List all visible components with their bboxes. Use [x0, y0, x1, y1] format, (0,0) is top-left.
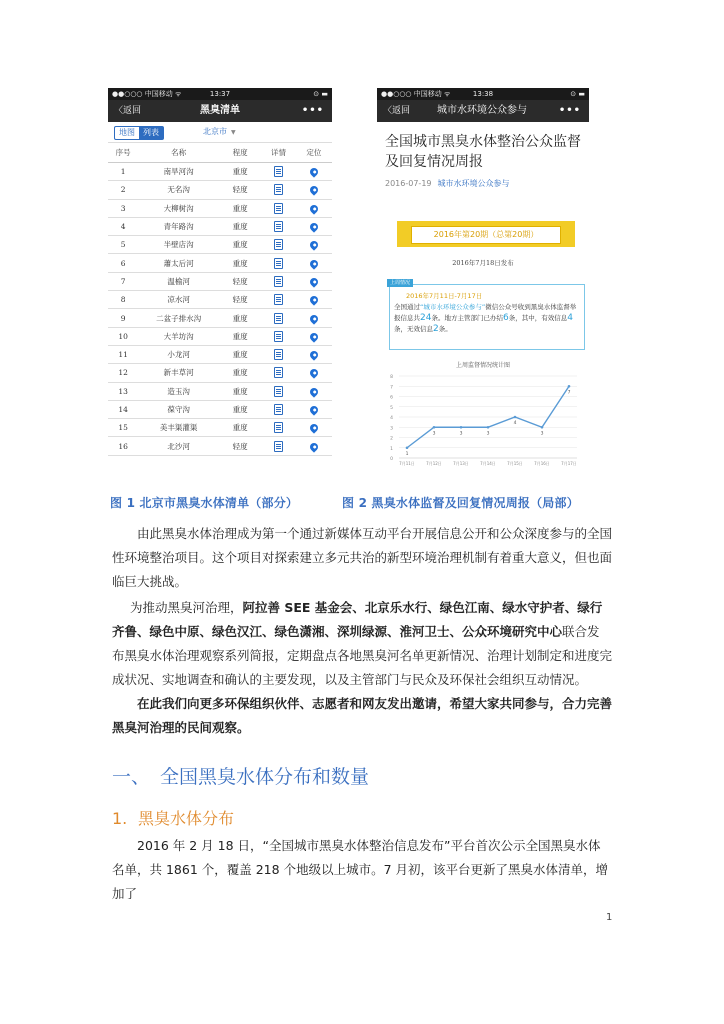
table-header	[108, 143, 332, 163]
table-row	[108, 400, 332, 418]
cell-name: 小龙河	[138, 345, 219, 363]
cell-level: 轻度	[219, 291, 261, 309]
locate-cell[interactable]	[296, 291, 332, 309]
map-pin-icon[interactable]	[308, 166, 319, 177]
document-icon[interactable]	[274, 422, 283, 433]
details-cell[interactable]	[261, 163, 295, 181]
data-label: 7	[567, 390, 571, 396]
details-cell[interactable]	[261, 437, 295, 455]
cell-name: 温榆河	[138, 272, 219, 290]
locate-cell[interactable]	[296, 309, 332, 327]
paragraph-distribution: 2016 年 2 月 18 日，“全国城市黑臭水体整治信息发布”平台首次公示全国黑臭水体名单，共 1861 个，覆盖 218 个地级以上城市。7 月初，该平台更新了黑臭水体清单，增加了	[112, 838, 608, 901]
table-row	[108, 181, 332, 199]
issue-label: 2016年第20期（总第20期）	[411, 226, 561, 244]
map-pin-icon[interactable]	[308, 240, 319, 251]
cell-no: 13	[108, 382, 138, 400]
y-tick-label: 8	[390, 375, 393, 380]
map-pin-icon[interactable]	[308, 386, 319, 397]
details-cell[interactable]	[261, 291, 295, 309]
y-tick-label: 2	[390, 436, 393, 442]
document-icon[interactable]	[274, 367, 283, 378]
section-heading: 一、 全国黑臭水体分布和数量	[112, 766, 370, 788]
document-icon[interactable]	[274, 313, 283, 324]
cell-level: 轻度	[219, 181, 261, 199]
cell-level: 轻度	[219, 272, 261, 290]
document-icon[interactable]	[274, 404, 283, 415]
page-number: 1	[606, 912, 613, 923]
column-header: 定位	[296, 143, 332, 163]
data-point	[460, 426, 463, 429]
table-row	[108, 199, 332, 217]
details-cell[interactable]	[261, 181, 295, 199]
x-tick-label: 7月14日	[480, 461, 496, 466]
document-icon[interactable]	[274, 166, 283, 177]
x-tick-label: 7月12日	[426, 461, 442, 466]
battery-icon: ⊙ ▬	[570, 90, 585, 98]
cell-no: 8	[108, 291, 138, 309]
issue-ribbon	[397, 221, 575, 247]
details-cell[interactable]	[261, 217, 295, 235]
x-tick-label: 7月11日	[399, 461, 415, 466]
chart-title: 上周监督情况统计图	[455, 362, 510, 369]
map-pin-icon[interactable]	[308, 349, 319, 360]
city-selector[interactable]	[203, 126, 236, 139]
data-label: 3	[486, 431, 490, 437]
figure1-phone-screenshot	[108, 88, 332, 482]
details-cell[interactable]	[261, 345, 295, 363]
cell-name: 北沙河	[138, 437, 219, 455]
y-tick-label: 4	[390, 416, 393, 421]
figure2-caption: 图 2 黑臭水体监督及回复情况周报（局部）	[342, 496, 579, 510]
table-row	[108, 309, 332, 327]
city-label: 北京市	[203, 127, 227, 136]
more-menu-button[interactable]: •••	[301, 105, 324, 116]
more-menu-button[interactable]: •••	[558, 105, 581, 116]
tab-list[interactable]: 列表	[139, 127, 163, 139]
data-point	[433, 426, 436, 429]
details-cell[interactable]	[261, 400, 295, 418]
locate-cell[interactable]	[296, 419, 332, 437]
cell-no: 5	[108, 236, 138, 254]
document-icon[interactable]	[274, 221, 283, 232]
cell-no: 12	[108, 364, 138, 382]
document-icon[interactable]	[274, 239, 283, 250]
cell-name: 大羊坊沟	[138, 327, 219, 345]
map-pin-icon[interactable]	[308, 331, 319, 342]
paragraph-partners: 为推动黑臭河治理，阿拉善 SEE 基金会、北京乐水行、绿色江南、绿水守护者、绿行齐鲁、绿色中原、绿色汉江、绿色潇湘、深圳绿源、淮河卫士、公众环境研究中心联合发布黑臭水体治理观察系列简报，定期盘点各地黑臭河名单更新情况、治理计划制定和进度完成状况、实地调查和确认的主要发现，以及主管部门与民众及环保社会组织互动情况。	[112, 600, 613, 687]
table-row	[108, 364, 332, 382]
data-point	[568, 385, 571, 388]
details-cell[interactable]	[261, 327, 295, 345]
document-icon[interactable]	[274, 441, 283, 452]
locate-cell[interactable]	[296, 236, 332, 254]
chevron-down-icon: ▼	[231, 129, 236, 136]
cell-level: 重度	[219, 382, 261, 400]
battery-icon: ⊙ ▬	[313, 90, 328, 98]
document-icon[interactable]	[274, 386, 283, 397]
data-point	[406, 446, 409, 449]
y-tick-label: 7	[390, 385, 393, 391]
figure2-phone-screenshot	[377, 88, 589, 472]
article-source-link[interactable]: 城市水环境公众参与	[437, 179, 510, 188]
data-label: 4	[513, 421, 517, 426]
cell-no: 14	[108, 400, 138, 418]
page-title: 城市水环境公众参与	[437, 105, 527, 116]
data-label: 1	[405, 451, 409, 457]
cell-no: 6	[108, 254, 138, 272]
locate-cell[interactable]	[296, 345, 332, 363]
figure1-caption: 图 1 北京市黑臭水体清单（部分）	[110, 496, 299, 510]
table-row	[108, 254, 332, 272]
locate-cell[interactable]	[296, 199, 332, 217]
cell-name: 美丰渠灌渠	[138, 419, 219, 437]
x-tick-label: 7月17日	[561, 461, 577, 466]
summary-date-range: 2016年7月11日-7月17日	[406, 292, 483, 300]
column-header: 程度	[219, 143, 261, 163]
map-pin-icon[interactable]	[308, 404, 319, 415]
y-tick-label: 6	[390, 395, 393, 401]
locate-cell[interactable]	[296, 382, 332, 400]
view-switch-bar	[108, 122, 332, 143]
x-tick-label: 7月16日	[534, 461, 550, 466]
column-header: 详情	[261, 143, 295, 163]
cell-level: 重度	[219, 364, 261, 382]
details-cell[interactable]	[261, 364, 295, 382]
details-cell[interactable]	[261, 236, 295, 254]
map-pin-icon[interactable]	[308, 313, 319, 324]
data-label: 3	[432, 431, 436, 437]
carrier-label: ●●○○○ 中国移动 ᯤ	[381, 90, 451, 98]
details-cell[interactable]	[261, 419, 295, 437]
table-row	[108, 272, 332, 290]
cell-level: 轻度	[219, 437, 261, 455]
column-header: 名称	[138, 143, 219, 163]
map-pin-icon[interactable]	[308, 276, 319, 287]
locate-cell[interactable]	[296, 181, 332, 199]
cell-name: 葆守沟	[138, 400, 219, 418]
cell-name: 造玉沟	[138, 382, 219, 400]
document-icon[interactable]	[274, 203, 283, 214]
weekly-line-chart	[377, 370, 589, 472]
details-cell[interactable]	[261, 254, 295, 272]
table-row	[108, 291, 332, 309]
data-label: 3	[459, 431, 463, 437]
nav-bar	[108, 100, 332, 122]
data-point	[514, 416, 517, 419]
details-cell[interactable]	[261, 199, 295, 217]
table-row	[108, 327, 332, 345]
table-row	[108, 419, 332, 437]
cell-level: 重度	[219, 217, 261, 235]
data-point	[487, 426, 490, 429]
cell-no: 1	[108, 163, 138, 181]
summary-text: 全国通过“城市水环境公众参与”微信公众号收到黑臭水体监督举报信息共24条。地方主管部门已办结6条，其中，有效信息4条，无效信息2条。	[394, 303, 577, 334]
cell-name: 南旱河沟	[138, 163, 219, 181]
back-button[interactable]: 〈返回	[114, 106, 142, 116]
locate-cell[interactable]	[296, 400, 332, 418]
locate-cell[interactable]	[296, 163, 332, 181]
article-date: 2016-07-19	[385, 179, 432, 188]
article-title: 全国城市黑臭水体整治公众监督及回复情况周报	[385, 134, 581, 170]
cell-name: 半壁店沟	[138, 236, 219, 254]
table-row	[108, 163, 332, 181]
locate-cell[interactable]	[296, 364, 332, 382]
status-bar	[377, 88, 589, 100]
x-tick-label: 7月15日	[507, 461, 523, 466]
carrier-label: ●●○○○ 中国移动 ᯤ	[112, 90, 182, 98]
table-row	[108, 382, 332, 400]
y-tick-label: 0	[390, 457, 393, 462]
data-point	[541, 426, 544, 429]
map-pin-icon[interactable]	[308, 221, 319, 232]
document-icon[interactable]	[274, 276, 283, 287]
cell-level: 重度	[219, 327, 261, 345]
article-meta	[385, 178, 510, 189]
page-title: 黑臭清单	[200, 105, 240, 116]
cell-level: 重度	[219, 199, 261, 217]
map-pin-icon[interactable]	[308, 423, 319, 434]
details-cell[interactable]	[261, 382, 295, 400]
cell-level: 重度	[219, 163, 261, 181]
details-cell[interactable]	[261, 309, 295, 327]
back-button[interactable]: 〈返回	[383, 106, 411, 116]
cell-no: 7	[108, 272, 138, 290]
locate-cell[interactable]	[296, 272, 332, 290]
cell-level: 重度	[219, 400, 261, 418]
cell-level: 重度	[219, 345, 261, 363]
paragraph-intro: 由此黑臭水体治理成为第一个通过新媒体互动平台开展信息公开和公众深度参与的全国性环境整治项目。这个项目对探索建立多元共治的新型环境治理机制有着重大意义，但也面临巨大挑战。	[112, 526, 613, 589]
y-tick-label: 3	[390, 426, 393, 432]
cell-name: 新丰草河	[138, 364, 219, 382]
document-icon[interactable]	[274, 349, 283, 360]
cell-name: 凉水河	[138, 291, 219, 309]
locate-cell[interactable]	[296, 217, 332, 235]
details-cell[interactable]	[261, 272, 295, 290]
y-tick-label: 5	[390, 405, 393, 411]
map-pin-icon[interactable]	[308, 441, 319, 452]
document-icon[interactable]	[274, 294, 283, 305]
x-tick-label: 7月13日	[453, 461, 469, 466]
view-segmented-control	[114, 126, 164, 140]
cell-name: 青年路沟	[138, 217, 219, 235]
table-row	[108, 217, 332, 235]
cell-no: 2	[108, 181, 138, 199]
cell-name: 二盆子排水沟	[138, 309, 219, 327]
table-row	[108, 236, 332, 254]
y-tick-label: 1	[390, 446, 393, 452]
document-icon[interactable]	[274, 184, 283, 195]
cell-no: 9	[108, 309, 138, 327]
cell-no: 3	[108, 199, 138, 217]
table-row	[108, 345, 332, 363]
cell-no: 16	[108, 437, 138, 455]
map-pin-icon[interactable]	[308, 203, 319, 214]
nav-bar	[377, 100, 589, 122]
status-bar	[108, 88, 332, 100]
locate-cell[interactable]	[296, 254, 332, 272]
water-body-table	[108, 143, 332, 456]
cell-level: 重度	[219, 236, 261, 254]
subsection-heading: 1. 黑臭水体分布	[112, 809, 235, 828]
map-pin-icon[interactable]	[308, 295, 319, 306]
document-icon[interactable]	[274, 258, 283, 269]
cell-name: 蕭太后河	[138, 254, 219, 272]
table-row	[108, 437, 332, 455]
cell-level: 重度	[219, 309, 261, 327]
cell-level: 重度	[219, 419, 261, 437]
cell-no: 11	[108, 345, 138, 363]
map-pin-icon[interactable]	[308, 185, 319, 196]
cell-no: 10	[108, 327, 138, 345]
cell-name: 无名沟	[138, 181, 219, 199]
document-icon[interactable]	[274, 331, 283, 342]
cell-no: 15	[108, 419, 138, 437]
tab-map[interactable]: 地图	[119, 128, 135, 137]
weekly-summary-box	[389, 280, 585, 350]
locate-cell[interactable]	[296, 327, 332, 345]
cell-no: 4	[108, 217, 138, 235]
paragraph-invitation: 在此我们向更多环保组织伙伴、志愿者和网友发出邀请，希望大家共同参与，合力完善黑臭河治理的民间观察。	[112, 696, 613, 735]
column-header: 序号	[108, 143, 138, 163]
locate-cell[interactable]	[296, 437, 332, 455]
map-pin-icon[interactable]	[308, 368, 319, 379]
cell-level: 重度	[219, 254, 261, 272]
status-time: 13:38	[472, 90, 494, 98]
map-pin-icon[interactable]	[308, 258, 319, 269]
cell-name: 大柳树沟	[138, 199, 219, 217]
data-label: 3	[540, 431, 544, 437]
status-time: 13:37	[209, 90, 231, 98]
publish-date: 2016年7月18日发布	[452, 259, 514, 267]
summary-tag: 上周情况	[387, 279, 413, 287]
